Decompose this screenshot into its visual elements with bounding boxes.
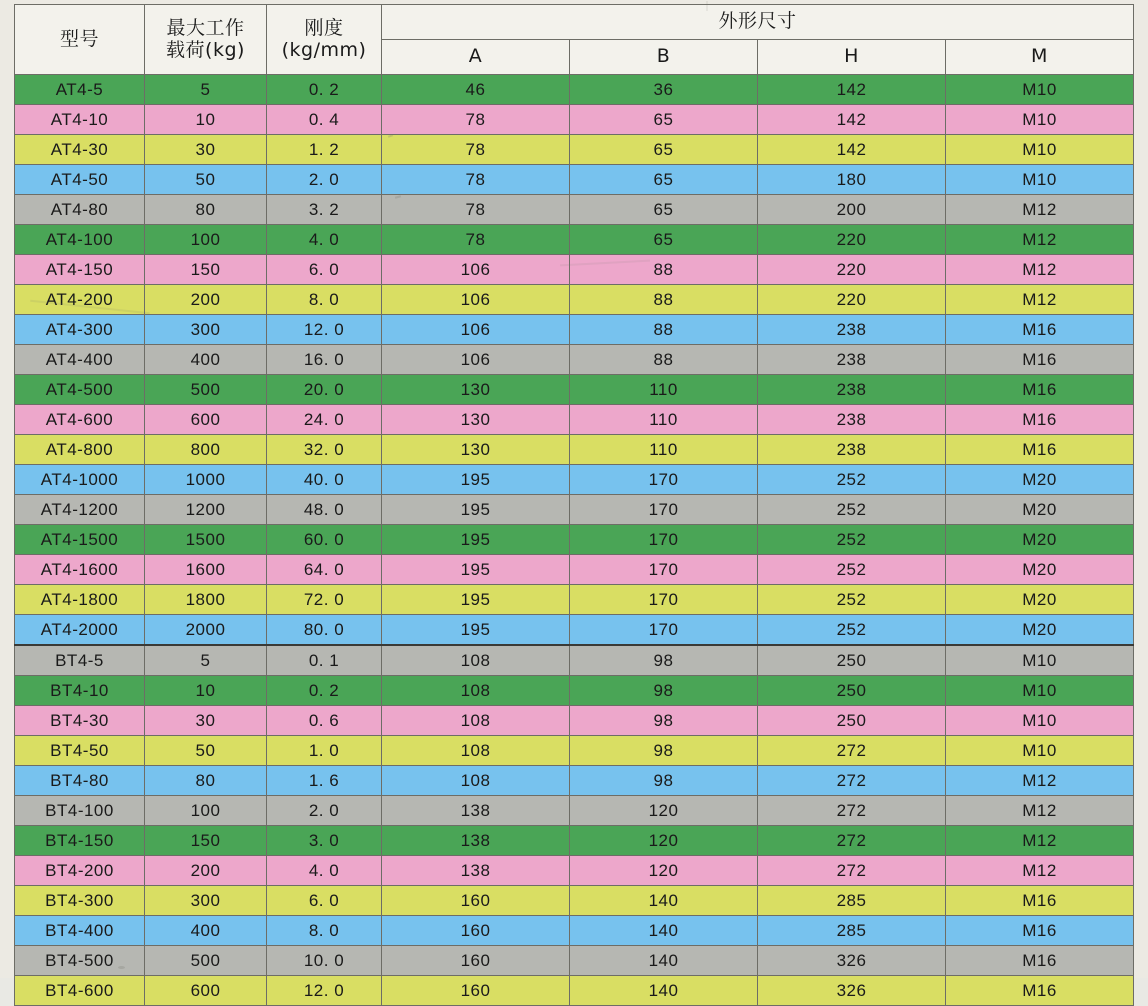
cell-dim-h: 252 xyxy=(758,585,946,615)
cell-dim-a: 195 xyxy=(382,525,570,555)
cell-model: AT4-5 xyxy=(15,75,145,105)
cell-dim-a: 106 xyxy=(382,345,570,375)
cell-stiffness: 0. 2 xyxy=(267,676,382,706)
cell-stiffness: 3. 2 xyxy=(267,195,382,225)
cell-model: AT4-200 xyxy=(15,285,145,315)
cell-dim-m: M16 xyxy=(946,946,1134,976)
cell-dim-h: 252 xyxy=(758,465,946,495)
cell-model: BT4-500 xyxy=(15,946,145,976)
cell-dim-b: 110 xyxy=(570,405,758,435)
cell-dim-h: 142 xyxy=(758,75,946,105)
cell-stiffness: 0. 2 xyxy=(267,75,382,105)
cell-dim-m: M16 xyxy=(946,405,1134,435)
cell-load: 5 xyxy=(145,75,267,105)
table-row xyxy=(15,435,1134,465)
header-max-load: 最大工作 载荷(kg) xyxy=(145,5,267,75)
cell-model: AT4-10 xyxy=(15,105,145,135)
cell-stiffness: 4. 0 xyxy=(267,225,382,255)
cell-stiffness: 0. 4 xyxy=(267,105,382,135)
cell-dim-b: 98 xyxy=(570,676,758,706)
cell-dim-b: 140 xyxy=(570,976,758,1006)
cell-dim-h: 272 xyxy=(758,766,946,796)
cell-model: BT4-80 xyxy=(15,766,145,796)
cell-dim-b: 120 xyxy=(570,826,758,856)
cell-dim-a: 138 xyxy=(382,796,570,826)
cell-dim-b: 170 xyxy=(570,555,758,585)
cell-dim-b: 65 xyxy=(570,105,758,135)
cell-model: AT4-500 xyxy=(15,375,145,405)
header-stiffness: 刚度 (kg/mm) xyxy=(267,5,382,75)
cell-stiffness: 12. 0 xyxy=(267,315,382,345)
cell-dim-h: 250 xyxy=(758,706,946,736)
cell-dim-m: M10 xyxy=(946,706,1134,736)
cell-stiffness: 64. 0 xyxy=(267,555,382,585)
cell-dim-b: 170 xyxy=(570,585,758,615)
table-row xyxy=(15,856,1134,886)
cell-dim-a: 78 xyxy=(382,195,570,225)
cell-dim-h: 272 xyxy=(758,736,946,766)
cell-dim-a: 195 xyxy=(382,615,570,646)
cell-dim-m: M12 xyxy=(946,826,1134,856)
cell-dim-h: 272 xyxy=(758,796,946,826)
cell-load: 80 xyxy=(145,766,267,796)
cell-stiffness: 80. 0 xyxy=(267,615,382,646)
cell-dim-a: 130 xyxy=(382,435,570,465)
cell-dim-a: 160 xyxy=(382,976,570,1006)
cell-dim-h: 238 xyxy=(758,405,946,435)
cell-dim-b: 140 xyxy=(570,916,758,946)
cell-stiffness: 1. 0 xyxy=(267,736,382,766)
cell-load: 1800 xyxy=(145,585,267,615)
cell-dim-b: 120 xyxy=(570,856,758,886)
cell-stiffness: 32. 0 xyxy=(267,435,382,465)
cell-model: AT4-1800 xyxy=(15,585,145,615)
table-row xyxy=(15,345,1134,375)
cell-dim-m: M20 xyxy=(946,465,1134,495)
cell-stiffness: 8. 0 xyxy=(267,916,382,946)
cell-dim-a: 106 xyxy=(382,315,570,345)
cell-model: AT4-80 xyxy=(15,195,145,225)
table-row xyxy=(15,135,1134,165)
cell-dim-a: 108 xyxy=(382,766,570,796)
cell-dim-m: M10 xyxy=(946,135,1134,165)
cell-stiffness: 24. 0 xyxy=(267,405,382,435)
cell-load: 100 xyxy=(145,225,267,255)
cell-dim-a: 195 xyxy=(382,555,570,585)
cell-dim-m: M16 xyxy=(946,345,1134,375)
cell-model: AT4-800 xyxy=(15,435,145,465)
cell-model: AT4-1000 xyxy=(15,465,145,495)
cell-stiffness: 0. 6 xyxy=(267,706,382,736)
cell-load: 500 xyxy=(145,375,267,405)
cell-dim-b: 98 xyxy=(570,706,758,736)
table-row xyxy=(15,495,1134,525)
cell-dim-m: M10 xyxy=(946,736,1134,766)
cell-load: 150 xyxy=(145,255,267,285)
table-row xyxy=(15,465,1134,495)
cell-dim-h: 142 xyxy=(758,105,946,135)
cell-dim-m: M12 xyxy=(946,195,1134,225)
cell-dim-h: 220 xyxy=(758,255,946,285)
table-row xyxy=(15,225,1134,255)
cell-dim-h: 220 xyxy=(758,285,946,315)
cell-dim-m: M10 xyxy=(946,105,1134,135)
cell-dim-h: 326 xyxy=(758,976,946,1006)
cell-model: AT4-30 xyxy=(15,135,145,165)
cell-load: 500 xyxy=(145,946,267,976)
cell-dim-b: 170 xyxy=(570,465,758,495)
cell-dim-b: 170 xyxy=(570,495,758,525)
cell-dim-a: 160 xyxy=(382,916,570,946)
cell-stiffness: 12. 0 xyxy=(267,976,382,1006)
cell-dim-b: 170 xyxy=(570,525,758,555)
cell-dim-m: M20 xyxy=(946,615,1134,646)
cell-model: AT4-2000 xyxy=(15,615,145,646)
cell-dim-m: M16 xyxy=(946,315,1134,345)
cell-load: 30 xyxy=(145,135,267,165)
cell-dim-h: 285 xyxy=(758,916,946,946)
cell-dim-a: 108 xyxy=(382,645,570,676)
cell-load: 1500 xyxy=(145,525,267,555)
cell-model: BT4-5 xyxy=(15,645,145,676)
table-row xyxy=(15,796,1134,826)
table-row xyxy=(15,105,1134,135)
cell-dim-h: 272 xyxy=(758,826,946,856)
cell-load: 400 xyxy=(145,345,267,375)
cell-dim-m: M16 xyxy=(946,375,1134,405)
cell-dim-m: M12 xyxy=(946,285,1134,315)
cell-dim-a: 106 xyxy=(382,255,570,285)
cell-dim-m: M12 xyxy=(946,255,1134,285)
cell-load: 80 xyxy=(145,195,267,225)
cell-dim-h: 326 xyxy=(758,946,946,976)
cell-stiffness: 1. 6 xyxy=(267,766,382,796)
cell-dim-b: 88 xyxy=(570,285,758,315)
cell-load: 1200 xyxy=(145,495,267,525)
table-row xyxy=(15,585,1134,615)
cell-model: AT4-1600 xyxy=(15,555,145,585)
table-row xyxy=(15,916,1134,946)
cell-dim-h: 285 xyxy=(758,886,946,916)
cell-stiffness: 6. 0 xyxy=(267,255,382,285)
cell-load: 5 xyxy=(145,645,267,676)
table-row xyxy=(15,315,1134,345)
cell-model: BT4-30 xyxy=(15,706,145,736)
cell-load: 200 xyxy=(145,856,267,886)
cell-dim-h: 238 xyxy=(758,345,946,375)
cell-dim-m: M12 xyxy=(946,856,1134,886)
cell-dim-h: 180 xyxy=(758,165,946,195)
cell-model: AT4-1500 xyxy=(15,525,145,555)
cell-dim-m: M10 xyxy=(946,645,1134,676)
cell-load: 10 xyxy=(145,676,267,706)
cell-dim-m: M16 xyxy=(946,916,1134,946)
table-row xyxy=(15,676,1134,706)
cell-dim-h: 238 xyxy=(758,315,946,345)
cell-stiffness: 6. 0 xyxy=(267,886,382,916)
cell-dim-a: 160 xyxy=(382,886,570,916)
cell-dim-a: 78 xyxy=(382,165,570,195)
cell-model: AT4-150 xyxy=(15,255,145,285)
cell-dim-b: 170 xyxy=(570,615,758,646)
cell-dim-h: 252 xyxy=(758,495,946,525)
cell-model: BT4-400 xyxy=(15,916,145,946)
table-row xyxy=(15,976,1134,1006)
header-model: 型号 xyxy=(15,5,145,75)
cell-dim-m: M10 xyxy=(946,165,1134,195)
table-row xyxy=(15,375,1134,405)
cell-load: 200 xyxy=(145,285,267,315)
cell-dim-m: M16 xyxy=(946,435,1134,465)
cell-dim-a: 78 xyxy=(382,135,570,165)
cell-dim-m: M10 xyxy=(946,75,1134,105)
cell-dim-b: 140 xyxy=(570,946,758,976)
cell-load: 300 xyxy=(145,315,267,345)
cell-dim-b: 65 xyxy=(570,195,758,225)
cell-load: 10 xyxy=(145,105,267,135)
cell-dim-m: M12 xyxy=(946,766,1134,796)
cell-dim-a: 130 xyxy=(382,375,570,405)
cell-dim-h: 238 xyxy=(758,435,946,465)
cell-dim-b: 110 xyxy=(570,435,758,465)
table-row xyxy=(15,826,1134,856)
cell-dim-b: 88 xyxy=(570,315,758,345)
cell-dim-h: 252 xyxy=(758,555,946,585)
cell-stiffness: 2. 0 xyxy=(267,796,382,826)
table-row xyxy=(15,886,1134,916)
cell-stiffness: 40. 0 xyxy=(267,465,382,495)
cell-dim-b: 88 xyxy=(570,255,758,285)
table-row xyxy=(15,766,1134,796)
cell-dim-h: 238 xyxy=(758,375,946,405)
cell-dim-b: 65 xyxy=(570,165,758,195)
cell-dim-b: 120 xyxy=(570,796,758,826)
cell-dim-a: 46 xyxy=(382,75,570,105)
cell-dim-b: 98 xyxy=(570,645,758,676)
cell-load: 30 xyxy=(145,706,267,736)
cell-model: BT4-200 xyxy=(15,856,145,886)
cell-model: BT4-150 xyxy=(15,826,145,856)
cell-dim-m: M20 xyxy=(946,525,1134,555)
cell-model: BT4-100 xyxy=(15,796,145,826)
cell-load: 100 xyxy=(145,796,267,826)
cell-load: 1000 xyxy=(145,465,267,495)
cell-dim-m: M12 xyxy=(946,225,1134,255)
cell-model: BT4-10 xyxy=(15,676,145,706)
header-dim-h: H xyxy=(758,40,946,75)
cell-dim-a: 78 xyxy=(382,105,570,135)
cell-stiffness: 2. 0 xyxy=(267,165,382,195)
cell-dim-m: M16 xyxy=(946,886,1134,916)
cell-stiffness: 72. 0 xyxy=(267,585,382,615)
cell-load: 2000 xyxy=(145,615,267,646)
cell-dim-a: 195 xyxy=(382,585,570,615)
table-row xyxy=(15,405,1134,435)
table-row xyxy=(15,555,1134,585)
cell-dim-h: 250 xyxy=(758,645,946,676)
cell-dim-a: 130 xyxy=(382,405,570,435)
cell-dim-a: 138 xyxy=(382,856,570,886)
cell-dim-b: 36 xyxy=(570,75,758,105)
cell-dim-m: M12 xyxy=(946,796,1134,826)
table-body xyxy=(15,75,1134,1006)
cell-load: 300 xyxy=(145,886,267,916)
cell-dim-h: 252 xyxy=(758,525,946,555)
table-row xyxy=(15,706,1134,736)
cell-model: AT4-50 xyxy=(15,165,145,195)
table-row xyxy=(15,736,1134,766)
table-row xyxy=(15,615,1134,646)
cell-dim-h: 220 xyxy=(758,225,946,255)
cell-dim-b: 98 xyxy=(570,736,758,766)
cell-dim-a: 195 xyxy=(382,495,570,525)
cell-stiffness: 20. 0 xyxy=(267,375,382,405)
table-row xyxy=(15,75,1134,105)
header-dim-b: B xyxy=(570,40,758,75)
cell-dim-h: 250 xyxy=(758,676,946,706)
cell-dim-a: 108 xyxy=(382,706,570,736)
cell-load: 600 xyxy=(145,405,267,435)
cell-stiffness: 10. 0 xyxy=(267,946,382,976)
cell-load: 50 xyxy=(145,165,267,195)
header-dim-m: M xyxy=(946,40,1134,75)
cell-load: 150 xyxy=(145,826,267,856)
cell-dim-h: 142 xyxy=(758,135,946,165)
cell-dim-m: M16 xyxy=(946,976,1134,1006)
header-dim-a: A xyxy=(382,40,570,75)
cell-dim-b: 65 xyxy=(570,135,758,165)
cell-dim-m: M20 xyxy=(946,495,1134,525)
table-header xyxy=(15,5,1134,75)
cell-dim-b: 140 xyxy=(570,886,758,916)
cell-dim-m: M20 xyxy=(946,555,1134,585)
table-row xyxy=(15,255,1134,285)
cell-dim-a: 160 xyxy=(382,946,570,976)
cell-dim-a: 195 xyxy=(382,465,570,495)
table-row xyxy=(15,946,1134,976)
cell-dim-a: 138 xyxy=(382,826,570,856)
cell-dim-h: 252 xyxy=(758,615,946,646)
cell-stiffness: 8. 0 xyxy=(267,285,382,315)
cell-stiffness: 60. 0 xyxy=(267,525,382,555)
cell-load: 1600 xyxy=(145,555,267,585)
specification-table xyxy=(14,4,1134,1006)
cell-model: BT4-50 xyxy=(15,736,145,766)
cell-model: AT4-300 xyxy=(15,315,145,345)
cell-model: AT4-100 xyxy=(15,225,145,255)
cell-dim-a: 106 xyxy=(382,285,570,315)
cell-load: 600 xyxy=(145,976,267,1006)
cell-load: 800 xyxy=(145,435,267,465)
cell-model: AT4-400 xyxy=(15,345,145,375)
cell-stiffness: 1. 2 xyxy=(267,135,382,165)
cell-dim-m: M20 xyxy=(946,585,1134,615)
cell-load: 400 xyxy=(145,916,267,946)
header-dimensions: 外形尺寸 xyxy=(382,5,1134,40)
table-row xyxy=(15,525,1134,555)
header-row-primary xyxy=(15,5,1134,40)
cell-dim-a: 78 xyxy=(382,225,570,255)
cell-dim-h: 272 xyxy=(758,856,946,886)
cell-stiffness: 4. 0 xyxy=(267,856,382,886)
cell-dim-m: M10 xyxy=(946,676,1134,706)
cell-dim-a: 108 xyxy=(382,736,570,766)
cell-model: AT4-600 xyxy=(15,405,145,435)
cell-dim-a: 108 xyxy=(382,676,570,706)
table-row xyxy=(15,165,1134,195)
cell-stiffness: 0. 1 xyxy=(267,645,382,676)
table-row xyxy=(15,285,1134,315)
cell-dim-b: 98 xyxy=(570,766,758,796)
table-row xyxy=(15,645,1134,676)
cell-stiffness: 16. 0 xyxy=(267,345,382,375)
cell-stiffness: 3. 0 xyxy=(267,826,382,856)
cell-model: AT4-1200 xyxy=(15,495,145,525)
cell-stiffness: 48. 0 xyxy=(267,495,382,525)
table-row xyxy=(15,195,1134,225)
cell-dim-b: 88 xyxy=(570,345,758,375)
cell-dim-h: 200 xyxy=(758,195,946,225)
cell-model: BT4-600 xyxy=(15,976,145,1006)
cell-model: BT4-300 xyxy=(15,886,145,916)
cell-dim-b: 65 xyxy=(570,225,758,255)
cell-load: 50 xyxy=(145,736,267,766)
cell-dim-b: 110 xyxy=(570,375,758,405)
